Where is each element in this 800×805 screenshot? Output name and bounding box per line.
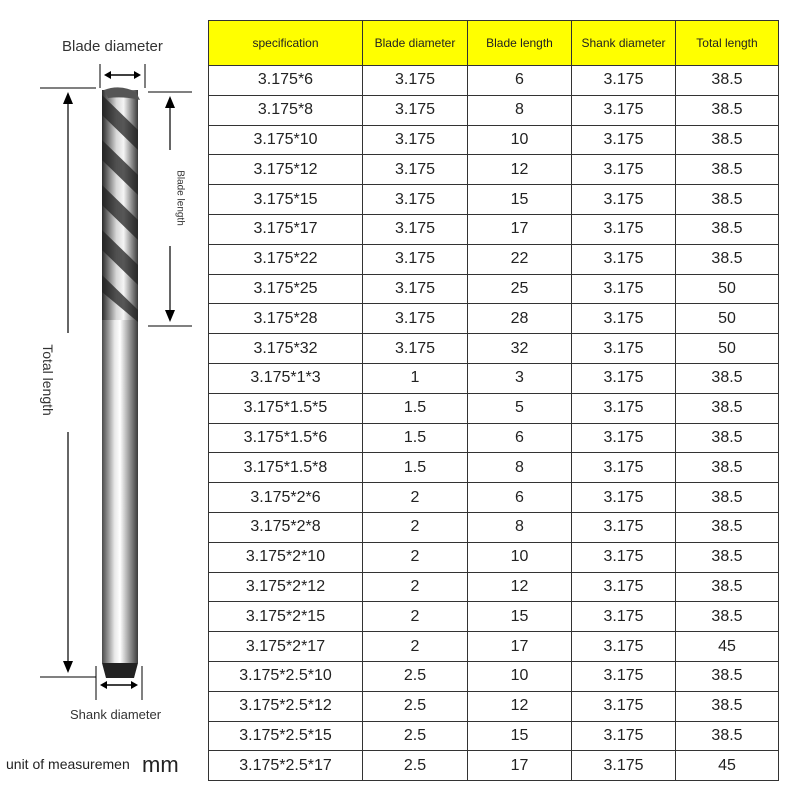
- cell-total-length: 38.5: [676, 542, 779, 572]
- table-row: [209, 334, 779, 364]
- cell-blade-diameter: 3.175: [363, 274, 468, 304]
- cell-total-length: 38.5: [676, 602, 779, 632]
- cell-shank-diameter: 3.175: [572, 423, 676, 453]
- cell-total-length: 38.5: [676, 661, 779, 691]
- cell-shank-diameter: 3.175: [572, 453, 676, 483]
- cell-blade-length: 8: [468, 95, 572, 125]
- cell-shank-diameter: 3.175: [572, 602, 676, 632]
- cell-specification: 3.175*1.5*8: [209, 453, 363, 483]
- cell-blade-diameter: 3.175: [363, 214, 468, 244]
- cell-specification: 3.175*17: [209, 214, 363, 244]
- cell-shank-diameter: 3.175: [572, 95, 676, 125]
- cell-shank-diameter: 3.175: [572, 661, 676, 691]
- cell-blade-length: 12: [468, 572, 572, 602]
- table-row: [209, 483, 779, 513]
- cell-shank-diameter: 3.175: [572, 66, 676, 96]
- cell-total-length: 38.5: [676, 125, 779, 155]
- cell-blade-diameter: 3.175: [363, 155, 468, 185]
- cell-specification: 3.175*1*3: [209, 363, 363, 393]
- cell-specification: 3.175*8: [209, 95, 363, 125]
- cell-specification: 3.175*2.5*17: [209, 751, 363, 781]
- cell-blade-diameter: 2: [363, 483, 468, 513]
- cell-specification: 3.175*12: [209, 155, 363, 185]
- header-total-length: Total length: [676, 21, 779, 66]
- table-row: [209, 632, 779, 662]
- cell-blade-length: 6: [468, 483, 572, 513]
- table-row: [209, 274, 779, 304]
- cell-blade-diameter: 2: [363, 542, 468, 572]
- cell-blade-diameter: 1: [363, 363, 468, 393]
- cell-total-length: 38.5: [676, 155, 779, 185]
- unit-value: mm: [142, 752, 179, 777]
- shank-diameter-label: Shank diameter: [70, 707, 162, 722]
- cell-blade-length: 3: [468, 363, 572, 393]
- cell-shank-diameter: 3.175: [572, 244, 676, 274]
- cell-blade-length: 5: [468, 393, 572, 423]
- cell-blade-length: 17: [468, 632, 572, 662]
- cell-blade-length: 12: [468, 155, 572, 185]
- cell-total-length: 50: [676, 304, 779, 334]
- cell-blade-diameter: 1.5: [363, 393, 468, 423]
- table-body: [209, 66, 779, 781]
- cell-shank-diameter: 3.175: [572, 185, 676, 215]
- cell-shank-diameter: 3.175: [572, 155, 676, 185]
- cell-blade-length: 15: [468, 721, 572, 751]
- cell-total-length: 38.5: [676, 483, 779, 513]
- cell-specification: 3.175*10: [209, 125, 363, 155]
- cell-specification: 3.175*2*10: [209, 542, 363, 572]
- cell-total-length: 38.5: [676, 244, 779, 274]
- cell-shank-diameter: 3.175: [572, 632, 676, 662]
- cell-blade-diameter: 1.5: [363, 423, 468, 453]
- table-row: [209, 453, 779, 483]
- cell-blade-diameter: 2: [363, 632, 468, 662]
- cell-blade-length: 8: [468, 453, 572, 483]
- blade-flutes: [102, 87, 140, 322]
- header-shank-diameter: Shank diameter: [572, 21, 676, 66]
- cell-shank-diameter: 3.175: [572, 542, 676, 572]
- cell-blade-length: 17: [468, 751, 572, 781]
- cell-blade-diameter: 3.175: [363, 95, 468, 125]
- cell-blade-diameter: 2: [363, 602, 468, 632]
- cell-specification: 3.175*1.5*6: [209, 423, 363, 453]
- cell-total-length: 50: [676, 274, 779, 304]
- total-length-label: Total length: [40, 344, 56, 416]
- cell-blade-diameter: 2: [363, 572, 468, 602]
- cell-specification: 3.175*2.5*15: [209, 721, 363, 751]
- cell-shank-diameter: 3.175: [572, 572, 676, 602]
- specification-table: [208, 20, 779, 781]
- table-row: [209, 155, 779, 185]
- cell-shank-diameter: 3.175: [572, 214, 676, 244]
- cell-blade-length: 22: [468, 244, 572, 274]
- table-row: [209, 125, 779, 155]
- cell-specification: 3.175*15: [209, 185, 363, 215]
- cell-blade-diameter: 3.175: [363, 66, 468, 96]
- cell-blade-length: 6: [468, 66, 572, 96]
- cell-specification: 3.175*28: [209, 304, 363, 334]
- table-row: [209, 423, 779, 453]
- cell-blade-diameter: 3.175: [363, 334, 468, 364]
- cell-blade-length: 15: [468, 602, 572, 632]
- cell-total-length: 38.5: [676, 214, 779, 244]
- cell-blade-length: 32: [468, 334, 572, 364]
- cell-total-length: 38.5: [676, 393, 779, 423]
- cell-specification: 3.175*2*8: [209, 512, 363, 542]
- cell-specification: 3.175*1.5*5: [209, 393, 363, 423]
- end-mill-illustration: [0, 0, 210, 800]
- tool-diagram: [0, 0, 210, 800]
- table-row: [209, 721, 779, 751]
- cell-total-length: 38.5: [676, 66, 779, 96]
- cell-blade-diameter: 3.175: [363, 244, 468, 274]
- cell-shank-diameter: 3.175: [572, 483, 676, 513]
- table-row: [209, 512, 779, 542]
- table-row: [209, 95, 779, 125]
- cell-total-length: 38.5: [676, 691, 779, 721]
- header-specification: specification: [209, 21, 363, 66]
- cell-specification: 3.175*2.5*10: [209, 661, 363, 691]
- table-row: [209, 244, 779, 274]
- table-header-row: [209, 21, 779, 66]
- cell-total-length: 38.5: [676, 95, 779, 125]
- shank-body: [102, 318, 138, 663]
- cell-blade-diameter: 3.175: [363, 185, 468, 215]
- blade-diameter-label: Blade diameter: [62, 38, 163, 55]
- table-row: [209, 214, 779, 244]
- cell-total-length: 50: [676, 334, 779, 364]
- cell-specification: 3.175*22: [209, 244, 363, 274]
- cell-blade-diameter: 2.5: [363, 751, 468, 781]
- cell-shank-diameter: 3.175: [572, 721, 676, 751]
- table-row: [209, 542, 779, 572]
- cell-blade-length: 15: [468, 185, 572, 215]
- cell-blade-length: 8: [468, 512, 572, 542]
- cell-blade-diameter: 2: [363, 512, 468, 542]
- cell-shank-diameter: 3.175: [572, 512, 676, 542]
- cell-total-length: 38.5: [676, 423, 779, 453]
- unit-label: unit of measuremen: [6, 756, 130, 772]
- cell-blade-length: 17: [468, 214, 572, 244]
- cell-shank-diameter: 3.175: [572, 125, 676, 155]
- cell-total-length: 38.5: [676, 363, 779, 393]
- table-row: [209, 661, 779, 691]
- header-blade-length: Blade length: [468, 21, 572, 66]
- cell-total-length: 38.5: [676, 572, 779, 602]
- cell-specification: 3.175*2*6: [209, 483, 363, 513]
- cell-shank-diameter: 3.175: [572, 274, 676, 304]
- cell-total-length: 45: [676, 751, 779, 781]
- cell-blade-length: 10: [468, 661, 572, 691]
- cell-specification: 3.175*2*17: [209, 632, 363, 662]
- table-row: [209, 602, 779, 632]
- cell-shank-diameter: 3.175: [572, 363, 676, 393]
- cell-total-length: 38.5: [676, 512, 779, 542]
- cell-total-length: 38.5: [676, 185, 779, 215]
- cell-blade-diameter: 1.5: [363, 453, 468, 483]
- cell-specification: 3.175*25: [209, 274, 363, 304]
- cell-blade-length: 25: [468, 274, 572, 304]
- table-row: [209, 393, 779, 423]
- cell-blade-diameter: 2.5: [363, 661, 468, 691]
- shank-end: [102, 663, 138, 678]
- cell-shank-diameter: 3.175: [572, 393, 676, 423]
- cell-total-length: 45: [676, 632, 779, 662]
- cell-specification: 3.175*32: [209, 334, 363, 364]
- table-row: [209, 66, 779, 96]
- cell-blade-diameter: 3.175: [363, 304, 468, 334]
- table-row: [209, 304, 779, 334]
- cell-blade-diameter: 3.175: [363, 125, 468, 155]
- cell-shank-diameter: 3.175: [572, 691, 676, 721]
- cell-total-length: 38.5: [676, 453, 779, 483]
- cell-specification: 3.175*2*12: [209, 572, 363, 602]
- cell-blade-length: 28: [468, 304, 572, 334]
- cell-blade-length: 10: [468, 542, 572, 572]
- cell-specification: 3.175*2.5*12: [209, 691, 363, 721]
- cell-specification: 3.175*6: [209, 66, 363, 96]
- table-row: [209, 185, 779, 215]
- cell-shank-diameter: 3.175: [572, 751, 676, 781]
- cell-blade-length: 12: [468, 691, 572, 721]
- table-row: [209, 751, 779, 781]
- cell-specification: 3.175*2*15: [209, 602, 363, 632]
- table-row: [209, 572, 779, 602]
- cell-blade-length: 6: [468, 423, 572, 453]
- table-row: [209, 691, 779, 721]
- blade-length-label: Blade length: [174, 170, 186, 226]
- cell-blade-diameter: 2.5: [363, 721, 468, 751]
- cell-shank-diameter: 3.175: [572, 334, 676, 364]
- cell-blade-length: 10: [468, 125, 572, 155]
- cell-blade-diameter: 2.5: [363, 691, 468, 721]
- cell-total-length: 38.5: [676, 721, 779, 751]
- table-row: [209, 363, 779, 393]
- cell-shank-diameter: 3.175: [572, 304, 676, 334]
- header-blade-diameter: Blade diameter: [363, 21, 468, 66]
